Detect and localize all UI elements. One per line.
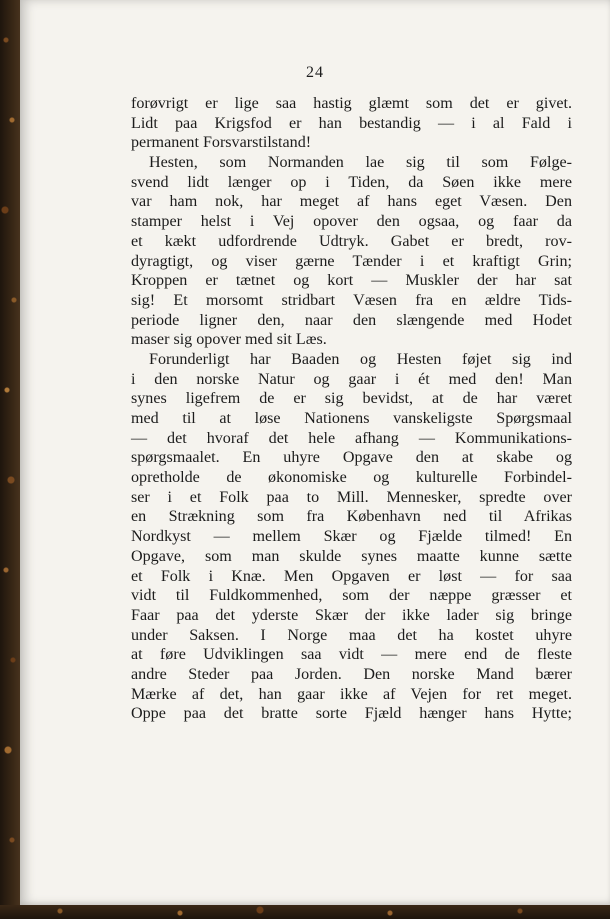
book-binding-bottom xyxy=(0,905,610,919)
text-line: Lidt paa Krigsfod er han bestandig — i al Fald i xyxy=(131,114,572,132)
text-line: Faar paa det yderste Skær der ikke lader sig bringe xyxy=(131,606,572,624)
text-line: vidt til Fuldkommenhed, som der næppe græsser et xyxy=(131,587,572,605)
text-line: dyragtigt, og viser gærne Tænder i et kraftigt Grin; xyxy=(131,252,572,270)
text-line: var ham nok, har meget af hans eget Væsen. Den xyxy=(131,193,572,211)
text-line: opretholde de økonomiske og kulturelle Forbindel- xyxy=(131,469,572,487)
text-line: et Folk i Knæ. Men Opgaven er løst — for saa xyxy=(131,567,572,585)
text-line: svend lidt længer op i Tiden, da Søen ikke mere xyxy=(131,173,572,191)
text-line: permanent Forsvarstilstand! xyxy=(131,134,312,152)
book-page xyxy=(20,0,610,905)
page-number: 24 xyxy=(306,64,324,81)
book-binding-left xyxy=(0,0,22,919)
text-line: under Saksen. I Norge maa det ha kostet uhyre xyxy=(131,626,572,644)
text-line: Kroppen er tætnet og kort — Muskler der har sat xyxy=(131,272,572,290)
text-line: maser sig opover med sit Læs. xyxy=(131,331,327,349)
text-line: et kækt udfordrende Udtryk. Gabet er bredt, rov- xyxy=(131,232,572,250)
text-line: stamper helst i Vej opover den ogsaa, og faar da xyxy=(131,213,572,231)
text-line: Oppe paa det bratte sorte Fjæld hænger hans Hytte; xyxy=(131,705,572,723)
text-line: — det hvoraf det hele afhang — Kommunikations- xyxy=(131,429,572,447)
text-line: Mærke af det, han gaar ikke af Vejen for ret meget. xyxy=(131,685,572,703)
text-line: Opgave, som man skulde synes maatte kunne sætte xyxy=(131,547,572,565)
text-line: en Strækning som fra København ned til Afrikas xyxy=(131,508,572,526)
text-line: ser i et Folk paa to Mill. Mennesker, spredte over xyxy=(131,488,572,506)
body-text xyxy=(131,94,572,724)
text-line: Nordkyst — mellem Skær og Fjælde tilmed! En xyxy=(131,528,572,546)
text-line: at føre Udviklingen saa vidt — mere end de fleste xyxy=(131,646,572,664)
text-line: spørgsmaalet. En uhyre Opgave den at skabe og xyxy=(131,449,572,467)
text-line: med til at løse Nationens vanskeligste Spørgsmaal xyxy=(131,410,572,427)
text-line: synes ligefrem de er sig bevidst, at de har været xyxy=(131,390,572,408)
text-line: sig! Et morsomt stridbart Væsen fra en ældre Tids- xyxy=(131,291,572,309)
text-line: periode ligner den, naar den slængende med Hodet xyxy=(131,311,572,329)
text-line: forøvrigt er lige saa hastig glæmt som det er givet. xyxy=(131,95,572,112)
text-line: Hesten, som Normanden lae sig til som Følge- xyxy=(149,154,572,172)
text-line: Forunderligt har Baaden og Hesten føjet sig ind xyxy=(149,350,572,368)
text-line: andre Steder paa Jorden. Den norske Mand bærer xyxy=(131,665,572,683)
text-line: i den norske Natur og gaar i ét med den! Man xyxy=(131,370,572,388)
